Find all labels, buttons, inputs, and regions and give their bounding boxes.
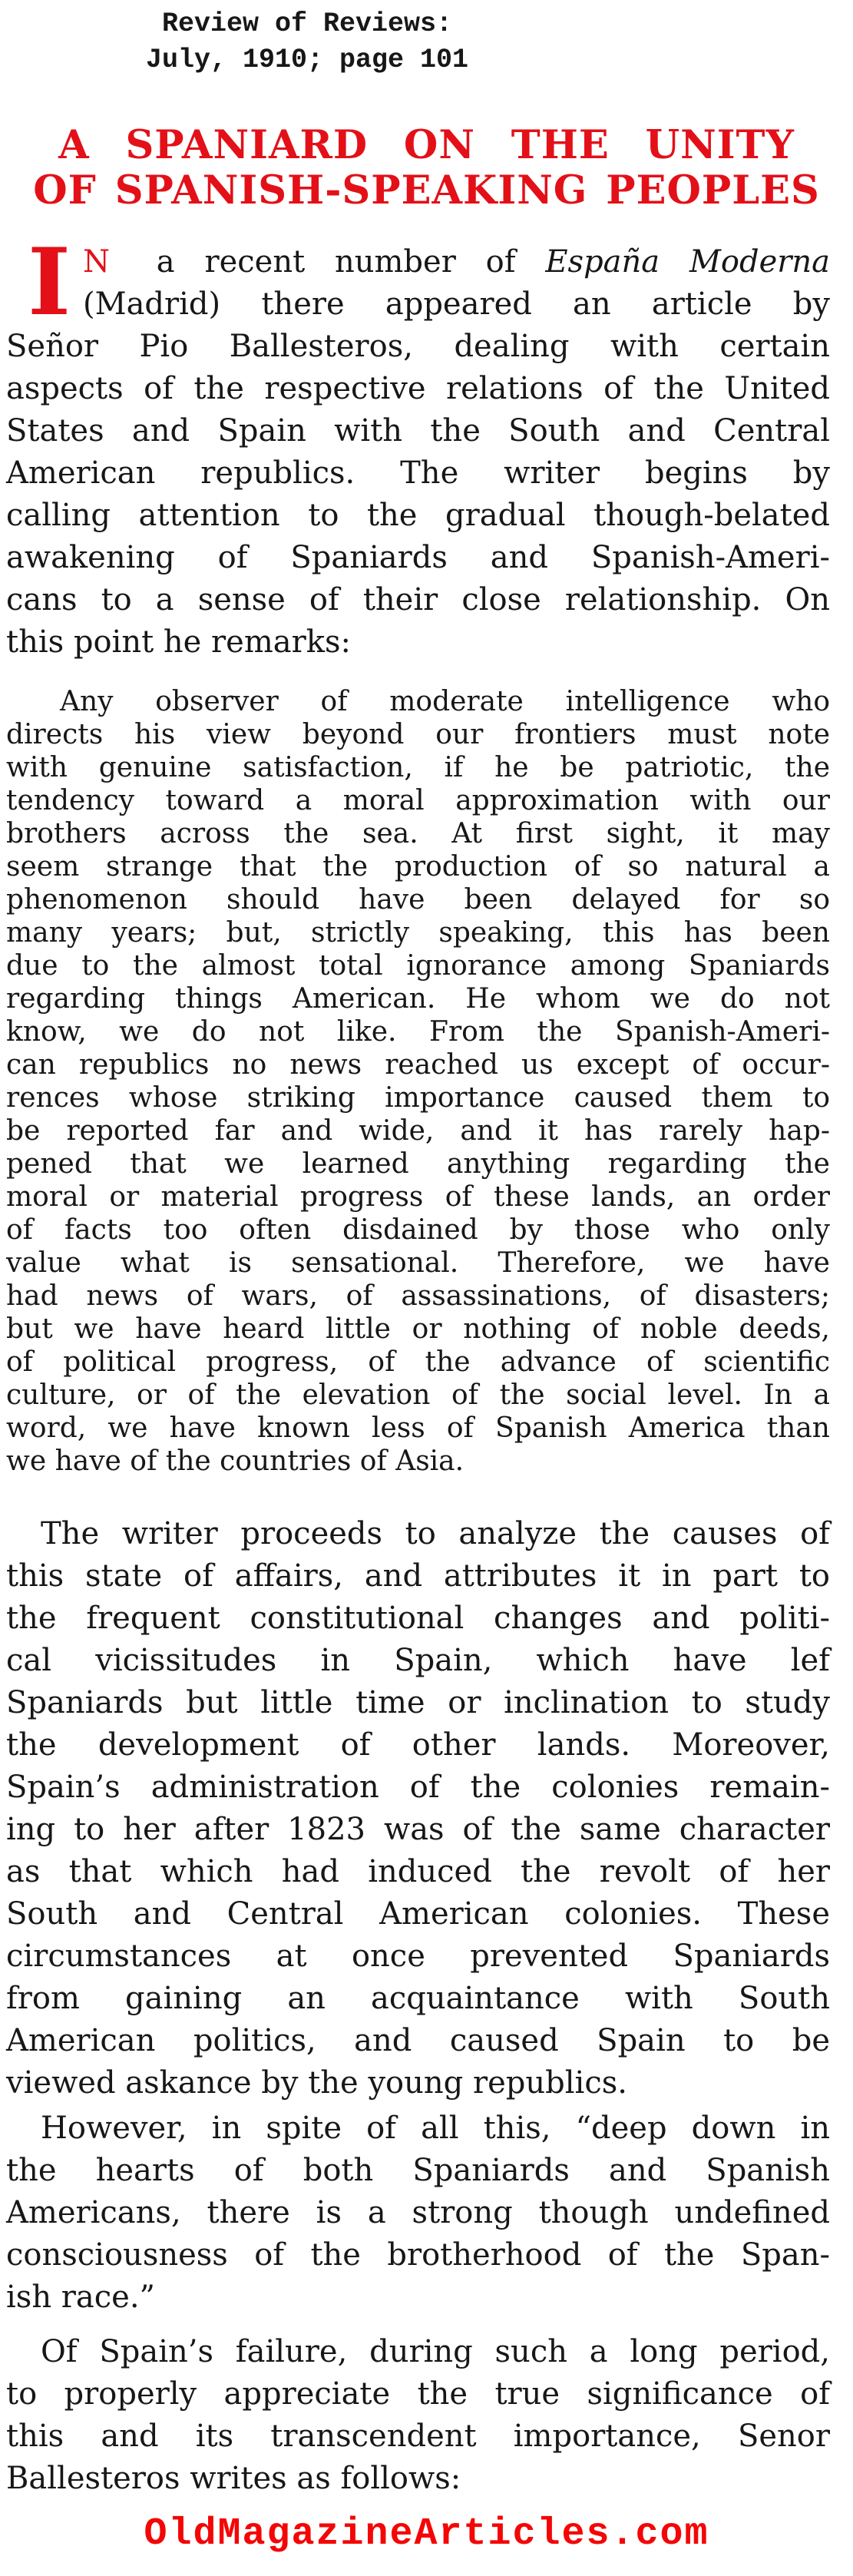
text-line: calling attention to the gradual though-belated xyxy=(6,498,830,533)
text-line: Spain’s administration of the colonies remain- xyxy=(6,1770,830,1805)
text-line: the hearts of both Spaniards and Spanish xyxy=(6,2153,830,2188)
drop-cap-letter: I xyxy=(28,228,71,336)
text-line: viewed askance by the young republics. xyxy=(6,2065,627,2101)
text-line: South and Central American colonies. These xyxy=(6,1896,830,1932)
text-line: pened that we learned anything regarding the xyxy=(6,1148,830,1180)
text-line: moral or material progress of these lands, an order xyxy=(6,1181,830,1213)
magazine-scan-page xyxy=(0,6,853,2576)
text-line: cal vicissitudes in Spain, which have lef xyxy=(6,1643,830,1678)
text-line: However, in spite of all this, “deep down in xyxy=(41,2111,830,2146)
text-line: brothers across the sea. At first sight, it may xyxy=(6,818,830,849)
text-line: phenomenon should have been delayed for so xyxy=(6,884,830,916)
page-title xyxy=(0,123,853,214)
text-line: to properly appreciate the true significance of xyxy=(6,2376,830,2412)
text-line: can republics no news reached us except of occur- xyxy=(6,1049,830,1081)
text-line: know, we do not like. From the Spanish-Ameri- xyxy=(6,1016,830,1048)
text-line: aspects of the respective relations of the United xyxy=(6,371,830,406)
text-line: this point he remarks: xyxy=(6,624,351,660)
text-line: due to the almost total ignorance among Spaniards xyxy=(6,950,830,982)
text-line: (Madrid) there appeared an article by xyxy=(83,286,830,322)
intro-paragraph xyxy=(6,228,830,664)
text-line: Americans, there is a strong though undefined xyxy=(6,2195,830,2230)
text-line: consciousness of the brotherhood of the Span- xyxy=(6,2237,830,2273)
text-line: but we have heard little or nothing of noble deeds, xyxy=(6,1313,830,1345)
text-line: culture, or of the elevation of the social level. In a xyxy=(6,1379,830,1411)
text-line: cans to a sense of their close relationship. On xyxy=(6,582,830,618)
magazine-citation xyxy=(0,6,614,78)
text-line: circumstances at once prevented Spaniards xyxy=(6,1939,830,1974)
text-line: the frequent constitutional changes and politi- xyxy=(6,1601,830,1636)
text-line: this state of affairs, and attributes it in part to xyxy=(6,1558,830,1594)
text-line: American republics. The writer begins by xyxy=(6,455,830,491)
text-line: Ballesteros writes as follows: xyxy=(6,2461,461,2496)
text-line: of facts too often disdained by those who only xyxy=(6,1214,830,1246)
watermark-url: OldMagazineArticles.com xyxy=(144,2512,709,2556)
text-line: tendency toward a moral approximation with our xyxy=(6,785,830,816)
text-line: Of Spain’s failure, during such a long period, xyxy=(41,2334,830,2369)
text-line: from gaining an acquaintance with South xyxy=(6,1981,830,2016)
text-line: Señor Pio Ballesteros, dealing with certain xyxy=(6,329,830,364)
text-line: the development of other lands. Moreover, xyxy=(6,1727,830,1763)
quoted-excerpt xyxy=(6,685,830,1478)
text-line: awakening of Spaniards and Spanish-Ameri- xyxy=(6,540,830,575)
text-line: States and Spain with the South and Central xyxy=(6,413,830,449)
text-line: as that which had induced the revolt of her xyxy=(6,1854,830,1889)
text-line: Any observer of moderate intelligence who xyxy=(60,686,830,717)
text-line: we have of the countries of Asia. xyxy=(6,1445,465,1477)
text-line: had news of wars, of assassinations, of disasters; xyxy=(6,1280,830,1312)
text-line: this and its transcendent importance, Senor xyxy=(6,2419,830,2454)
text-line: with genuine satisfaction, if he be patriotic, the xyxy=(6,752,830,783)
text-line: value what is sensational. Therefore, we have xyxy=(6,1247,830,1279)
citation-line-1: Review of Reviews: xyxy=(161,8,453,39)
text-line: directs his view beyond our frontiers must note xyxy=(6,719,830,750)
text-line: be reported far and wide, and it has rarely hap- xyxy=(6,1115,830,1147)
closing-paragraph xyxy=(6,2331,830,2500)
text-line: N a recent number of España Moderna xyxy=(83,244,830,280)
text-line: rences whose striking importance caused them to xyxy=(6,1082,830,1114)
text-line: Spaniards but little time or inclination to study xyxy=(6,1685,830,1720)
text-line: The writer proceeds to analyze the causes of xyxy=(41,1516,830,1551)
title-line-1: A SPANIARD ON THE UNITY xyxy=(58,122,795,168)
analysis-paragraph xyxy=(6,1513,830,2104)
however-paragraph xyxy=(6,2107,830,2319)
text-line: many years; but, strictly speaking, this has been xyxy=(6,917,830,949)
article-body xyxy=(0,228,853,2500)
text-line: regarding things American. He whom we do not xyxy=(6,983,830,1015)
text-line: ish race.” xyxy=(6,2280,156,2315)
text-line: seem strange that the production of so natural a xyxy=(6,851,830,882)
text-line: of political progress, of the advance of scientific xyxy=(6,1346,830,1378)
text-line: word, we have known less of Spanish America than xyxy=(6,1412,830,1444)
text-line: ing to her after 1823 was of the same character xyxy=(6,1812,830,1847)
title-line-2: OF SPANISH-SPEAKING PEOPLES xyxy=(33,167,820,214)
text-line: American politics, and caused Spain to be xyxy=(6,2023,830,2058)
citation-line-2: July, 1910; page 101 xyxy=(145,45,469,75)
